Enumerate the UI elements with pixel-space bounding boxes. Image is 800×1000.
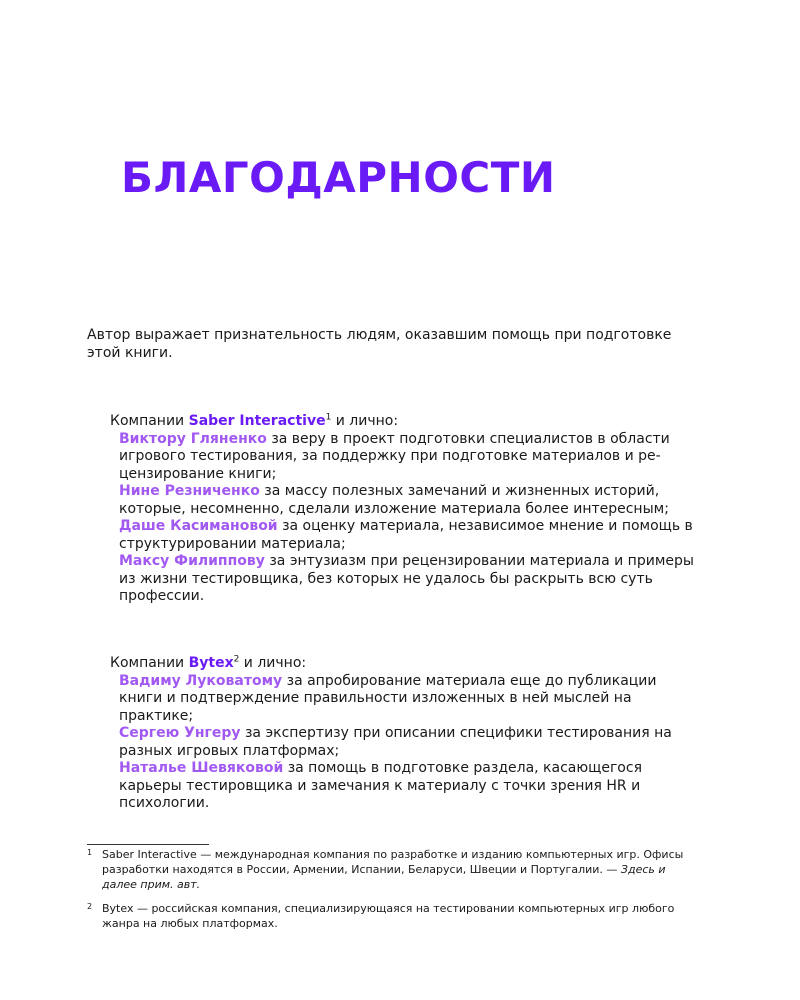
- person-entry: [119, 483, 700, 518]
- footnote-1: [87, 847, 697, 892]
- intro-paragraph: Автор выражает признательность людям, оказавшим помощь при подготовке этой книги.: [87, 327, 672, 361]
- person-text: за помощь в подготовке раздела, касающегося карьеры тестировщика и замечания к материалу с точки зрения HR и психологии.: [119, 760, 642, 811]
- person-entry: [119, 518, 700, 553]
- company-name: Bytex: [188, 655, 234, 671]
- person-text: за апробирование материала еще до публикации книги и подтверждение правильности изложенных в ней мыслей на практике;: [119, 672, 657, 724]
- lead-prefix: Компании: [110, 413, 189, 429]
- footnote-note: Здесь и далее прим. авт.: [102, 863, 666, 891]
- person-name: Максу Филиппову: [119, 553, 265, 569]
- lead-suffix: и лично:: [331, 413, 399, 429]
- person-entry: [119, 725, 700, 760]
- section-lead: [110, 413, 700, 431]
- footnote-text: Bytex — российская компания, специализирующаяся на тестировании компьютерных игр любого жанра на любых платформах.: [102, 902, 675, 930]
- footnote-ref: 2: [233, 654, 240, 665]
- footnote-text: Saber Interactive — международная компания по разработке и изданию компьютерных игр. Офисы разработки находятся в России, Армении, Испании, Беларуси, Швеции и Португалии. —: [102, 848, 684, 876]
- person-text: за энтузиазм при рецензировании материала и примеры из жизни тестировщика, без которых не удалось бы раскрыть всю суть профессии.: [119, 553, 694, 604]
- acknowledgment-section-bytex: [110, 655, 700, 813]
- footnote-number: 1: [87, 848, 93, 857]
- person-text: за массу полезных замечаний и жизненных историй, которые, несомненно, сделали изложение материала более интересным;: [119, 483, 669, 517]
- lead-suffix: и лично:: [239, 655, 307, 671]
- person-entry: [119, 431, 700, 484]
- footnotes: [87, 847, 697, 940]
- footnote-divider: [87, 844, 209, 845]
- person-text: за веру в проект подготовки специалистов в области игрового тестирования, за поддержку при подготовке материалов и рецензирование книги;: [119, 430, 670, 482]
- section-lead: [110, 655, 700, 673]
- person-text: за оценку материала, независимое мнение и помощь в структурировании материала;: [119, 518, 693, 552]
- person-entry: [119, 673, 700, 726]
- page-title: БЛАГОДАРНОСТИ: [121, 153, 556, 202]
- footnote-ref: 1: [325, 412, 332, 423]
- person-name: Даше Касимановой: [119, 518, 278, 534]
- person-name: Сергею Унгеру: [119, 725, 241, 741]
- person-name: Наталье Шевяковой: [119, 760, 284, 776]
- person-entry: [119, 760, 700, 813]
- person-entry: [119, 553, 700, 606]
- footnote-number: 2: [87, 902, 93, 911]
- footnote-2: [87, 901, 697, 931]
- person-name: Вадиму Луковатому: [119, 672, 283, 689]
- person-name: Нине Резниченко: [119, 483, 260, 499]
- person-name: Виктору Гляненко: [119, 430, 267, 447]
- lead-prefix: Компании: [110, 655, 189, 671]
- person-text: за экспертизу при описании специфики тестирования на разных игровых платформах;: [119, 725, 672, 759]
- acknowledgment-section-saber: [110, 413, 700, 606]
- company-name: Saber Interactive: [188, 413, 326, 429]
